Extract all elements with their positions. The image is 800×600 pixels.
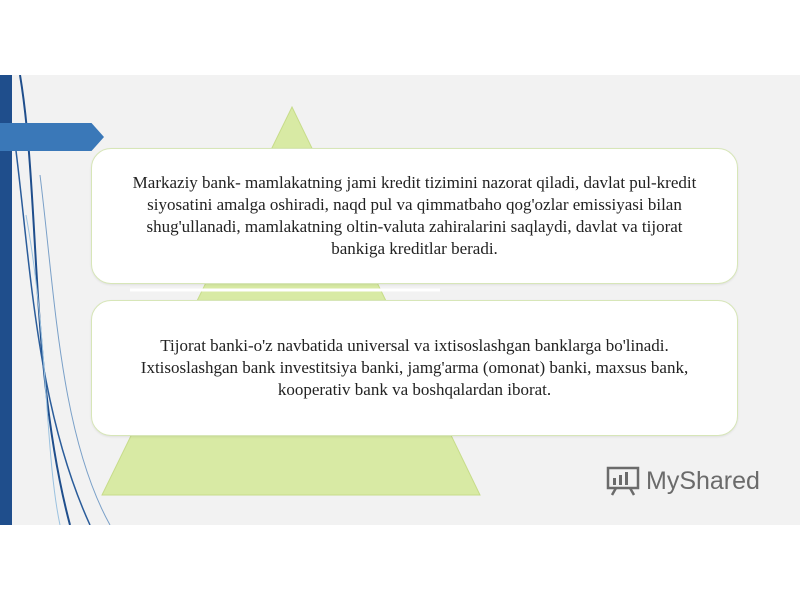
slide: [0, 75, 800, 525]
central-bank-text: Markaziy bank- mamlakatning jami kredit tizimini nazorat qiladi, davlat pul-kredit siyosatini amalga oshiradi, naqd pul va qimmatbaho qog'ozlar emissiyasi bilan shug'ullanadi, mamlakatning oltin-valuta zahiralarini saqlaydi, davlat va tijorat bankiga kreditlar beradi.: [132, 173, 697, 258]
myshared-watermark: [606, 461, 760, 501]
central-bank-textbox: [91, 148, 738, 284]
watermark-label: MyShared: [646, 466, 760, 495]
presentation-board-icon: [606, 466, 640, 496]
commercial-bank-text: Tijorat banki-o'z navbatida universal va ixtisoslashgan banklarga bo'linadi. Ixtisoslashgan bank investitsiya banki, jamg'arma (omonat) banki, maxsus bank, kooperativ bank va boshqalardan iborat.: [140, 336, 689, 399]
commercial-bank-textbox: [91, 300, 738, 436]
